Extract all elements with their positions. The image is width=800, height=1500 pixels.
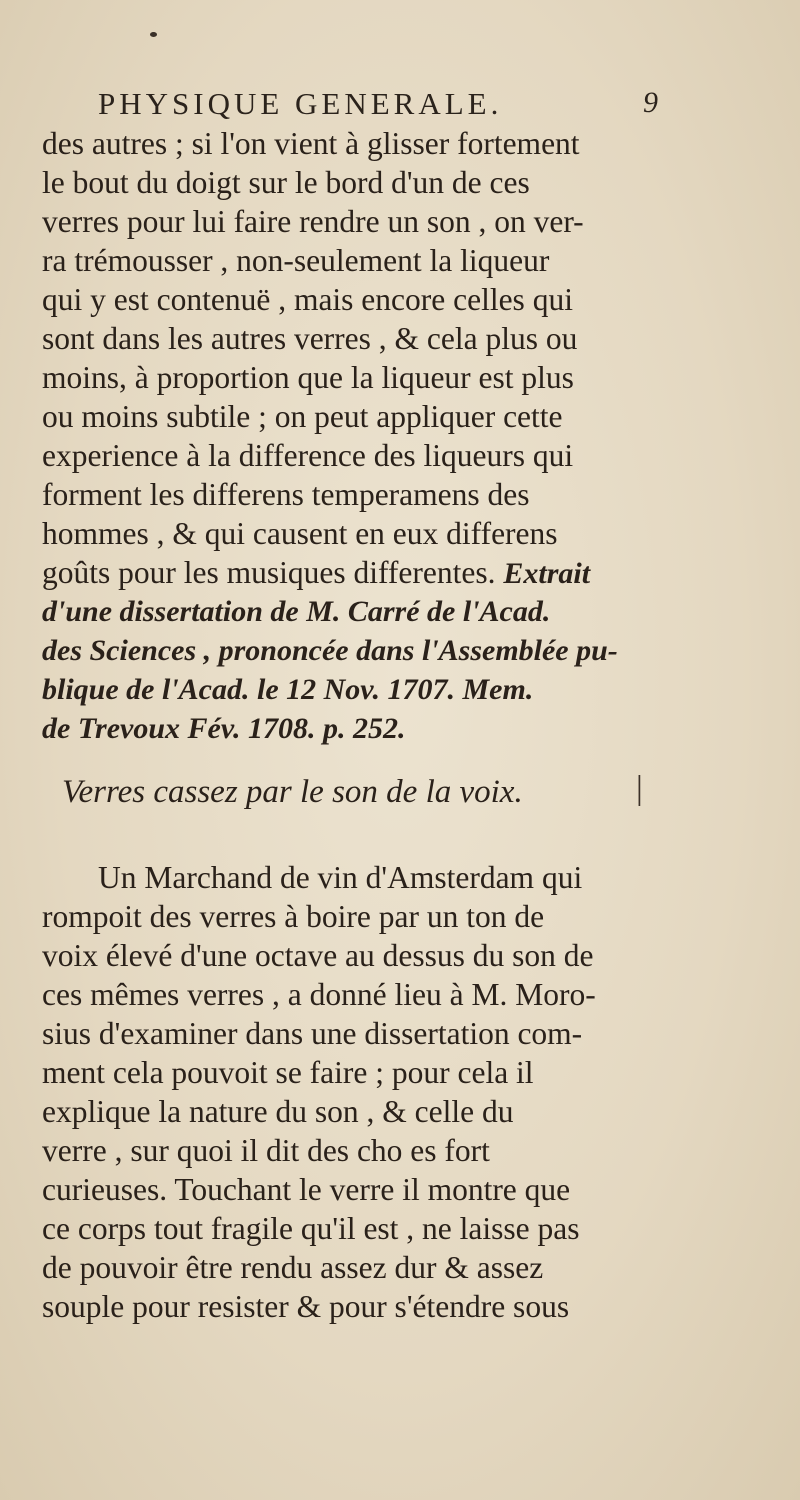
citation-line: des Sciences , prononcée dans l'Assemblée pu- xyxy=(42,634,618,667)
text-line: ce corps tout fragile qu'il est , ne laisse pas xyxy=(42,1211,580,1246)
citation-line: blique de l'Acad. le 12 Nov. 1707. Mem. xyxy=(42,673,534,706)
text-line xyxy=(42,553,590,594)
text-line: qui y est contenuë , mais encore celles qui xyxy=(42,282,573,317)
ink-speck xyxy=(150,32,157,37)
text-line: curieuses. Touchant le verre il montre que xyxy=(42,1172,571,1207)
extract-label: Extrait xyxy=(503,557,591,590)
citation-line: de Trevoux Fév. 1708. p. 252. xyxy=(42,712,406,745)
citation-line: d'une dissertation de M. Carré de l'Acad. xyxy=(42,595,551,628)
page-header xyxy=(98,86,658,126)
text-line: moins, à proportion que la liqueur est plus xyxy=(42,360,574,395)
margin-bracket: | xyxy=(636,770,643,807)
text-line: experience à la difference des liqueurs qui xyxy=(42,438,574,473)
text-line: des autres ; si l'on vient à glisser fortement xyxy=(42,126,580,161)
text-line: voix élevé d'une octave au dessus du son de xyxy=(42,938,594,973)
text-line: de pouvoir être rendu assez dur & assez xyxy=(42,1250,544,1285)
text-line: sont dans les autres verres , & cela plus ou xyxy=(42,321,578,356)
page-number: 9 xyxy=(643,86,658,119)
text-line: verres pour lui faire rendre un son , on ver- xyxy=(42,204,584,239)
text-line: le bout du doigt sur le bord d'un de ces xyxy=(42,165,530,200)
section-heading: Verres cassez par le son de la voix. xyxy=(62,774,523,810)
text-line: ces mêmes verres , a donné lieu à M. Moro- xyxy=(42,977,596,1012)
text-line: Un Marchand de vin d'Amsterdam qui xyxy=(98,860,583,895)
text-line: hommes , & qui causent en eux differens xyxy=(42,516,558,551)
text-line: ra trémousser , non-seulement la liqueur xyxy=(42,243,550,278)
text-line: explique la nature du son , & celle du xyxy=(42,1094,514,1129)
text-line: ou moins subtile ; on peut appliquer cette xyxy=(42,399,563,434)
text-line: sius d'examiner dans une dissertation com- xyxy=(42,1016,583,1051)
running-head: PHYSIQUE GENERALE. xyxy=(98,86,503,121)
text-line: verre , sur quoi il dit des cho es fort xyxy=(42,1133,490,1168)
text-line: ment cela pouvoit se faire ; pour cela il xyxy=(42,1055,534,1090)
text-line-roman: goûts pour les musiques differentes. xyxy=(42,555,496,590)
text-line: rompoit des verres à boire par un ton de xyxy=(42,899,545,934)
text-line: souple pour resister & pour s'étendre sous xyxy=(42,1289,570,1324)
text-line: forment les differens temperamens des xyxy=(42,477,530,512)
